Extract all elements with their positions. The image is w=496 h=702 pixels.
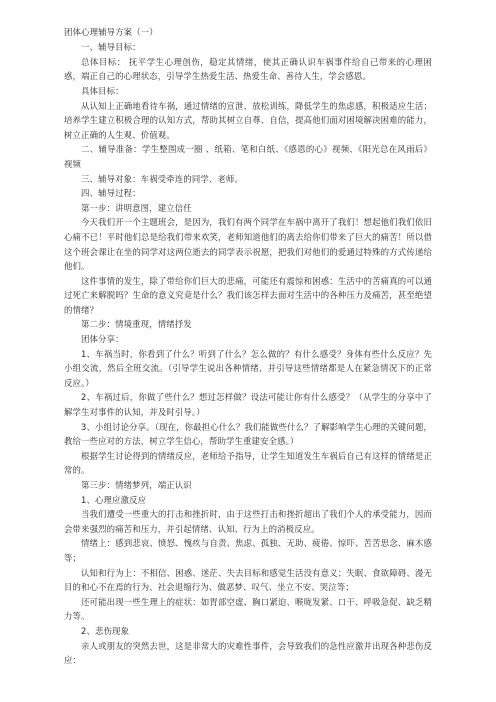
paragraph: 今天我们开一个主题班会，是因为，我们有两个同学在车祸中离开了我们！想起他们我们依旧心痛不已！平时他们总是给我们带来欢笑，老师知道他们的离去给你们带来了巨大的痛苦！所以借这个班会课让在坐的同学对这两位逝去的同学表示祝愿，把我们对他们的爱通过特殊的方式传递给他们。 (64, 217, 432, 272)
paragraph: 第三步：情绪梦列，端正认识 (81, 480, 192, 490)
paragraph: 从认知上正确地看待车祸，通过情绪的宣泄、放松训练，降低学生的焦虑感，积极适应生活；培养学生建立积极合理的认知方式，帮助其树立自尊、自信，提高他们面对困境解决困难的能力，树立正确的人生观、价值观。 (64, 100, 432, 140)
paragraph: 这件事情的发生，除了带给你们巨大的悲痛，可能还有震惊和困惑：生活中的苦痛真的可以通过死亡来解脱吗？生命的意义究竟是什么？我们该怎样去面对生活中的各种压力及痛苦，甚至绝望的情绪？ (64, 275, 432, 315)
paragraph: 2、悲伤现象 (81, 625, 130, 636)
paragraph: 1、心理应激反应 (81, 494, 147, 505)
paragraph: 2、车祸过后，你做了些什么？想过怎样做？设法可能让你有什么感受？（从学生的分享中了解学生对事件的认知，并及时引导。） (64, 392, 432, 418)
paragraph: 团体分享： (81, 334, 124, 345)
document-body (64, 25, 432, 668)
document-title: 团体心理辅导方案（一） (64, 27, 158, 37)
paragraph: 一、辅导目标： (81, 42, 141, 53)
paragraph: 四、辅导过程： (81, 188, 141, 199)
paragraph: 当我们遭受一些重大的打击和挫折时，由于这些打击和挫折超出了我们个人的承受能力，因而会带来强烈的痛苦和压力，并引起情绪、认知、行为上的消极反应。 (64, 509, 432, 534)
paragraph: 3、小组讨论分享。（现在，你最担心什么？我们能做些什么？了解影响学生心理的关键问题，教给一些应对的方法，树立学生信心，帮助学生重建安全感。） (64, 421, 432, 447)
paragraph: 1、车祸当时，你看到了什么？听到了什么？怎么做的？有什么感受？身体有些什么反应？先小组交流，然后全班交流。（引导学生说出各种情绪，并引导这些情绪都是人在紧急情况下的正常反应。） (64, 348, 432, 388)
paragraph: 情绪上：感到悲哀、愤怒、愧疚与自责、焦虑、孤独、无助、疲倦、惊吓、苦苦思念、麻木感等； (64, 538, 432, 563)
paragraph: 第一步：讲明意图，建立信任 (81, 202, 192, 213)
paragraph: 认知和行为上：不相信、困惑、迷茫、失去目标和感觉生活没有意义；失眠、食欲障碍、漫无目的和心不在焉的行为、社会退缩行为、做恶梦、叹气、坐立不安、哭泣等； (64, 567, 432, 593)
paragraph: 总体目标： 抚平学生心理创伤，稳定其情绪，使其正确认识车祸事件给自己带来的心理困惑，端正自己的心理状态，引导学生热爱生活、热爱生命、善待人生，学会感恩。 (64, 56, 432, 82)
paragraph: 具体目标： (81, 85, 124, 96)
paragraph: 亲人或朋友的突然去世，这是非常大的灾难性事件，会导致我们的急性应激并出现各种悲伤反应： (64, 640, 432, 666)
paragraph: 第二步：情境重现，情绪抒发 (81, 319, 192, 330)
paragraph-list (64, 40, 432, 668)
paragraph: 根据学生讨论得到的情绪反应，老师给予指导，让学生知道发生车祸后自己有这样的情绪是正常的。 (64, 450, 432, 476)
paragraph: 还可能出现一些生理上的症状：如胃部空虚、胸口紧迫、喉咙发紧、口干、呼吸急促、缺乏精力等。 (64, 596, 432, 622)
paragraph: 三、辅导对象：车祸受牵连的同学、老师。 (81, 173, 243, 184)
paragraph: 二、辅导准备：学生整围成一圈 、纸箱、笔和白纸、《感恩的心》视频、《阳光总在风雨后》视频 (64, 144, 432, 169)
